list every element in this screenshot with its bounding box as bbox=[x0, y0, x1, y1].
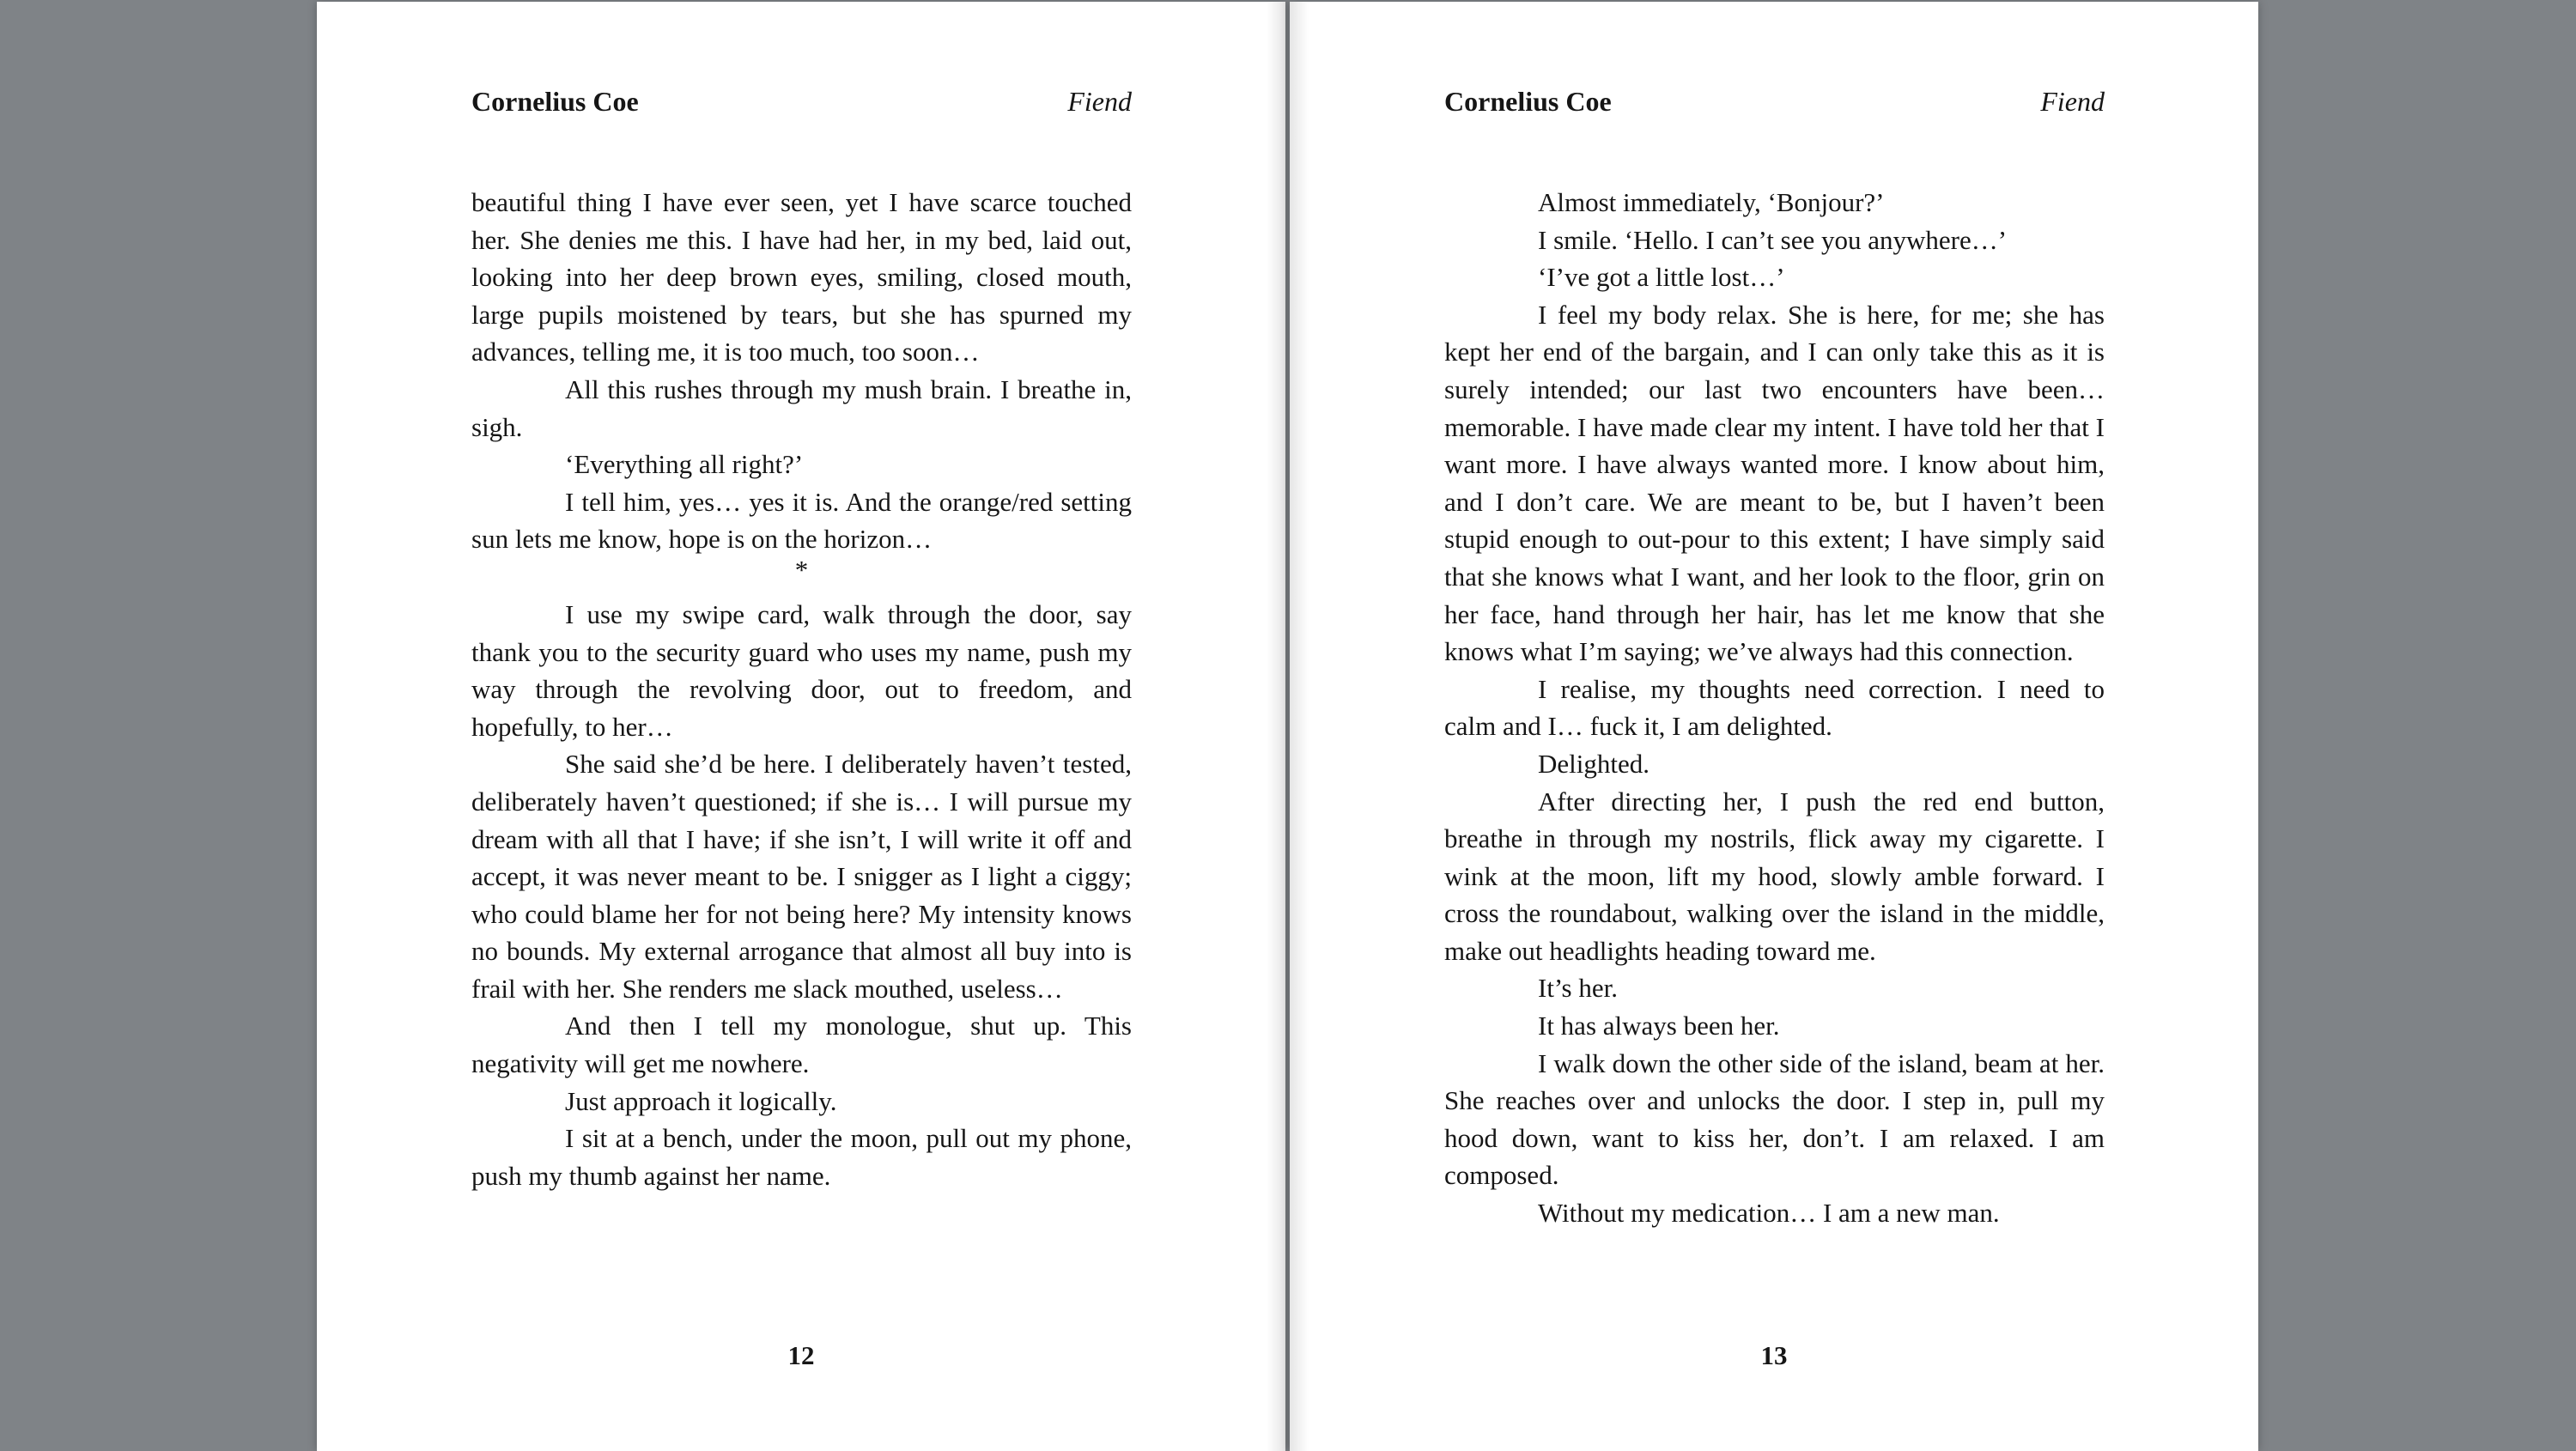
paragraph: After directing her, I push the red end button, breathe in through my nostrils, flick away my cigarette. I wink at the moon, lift my hood, slowly amble forward. I cross the roundabout, walking over the island in the middle, make out headlights heading toward me. bbox=[1444, 786, 2105, 966]
paragraph: And then I tell my monologue, shut up. This negativity will get me nowhere. bbox=[471, 1011, 1132, 1079]
paragraph: I smile. ‘Hello. I can’t see you anywhere…’ bbox=[1538, 224, 2008, 255]
spine-shadow bbox=[1267, 2, 1285, 1451]
paragraph: All this rushes through my mush brain. I breathe in, sigh. bbox=[471, 373, 1132, 442]
paragraph: Almost immediately, ‘Bonjour?’ bbox=[1538, 187, 1885, 217]
paragraph: beautiful thing I have ever seen, yet I have scarce touched her. She denies me this. I have had her, in my bed, laid out, looking into her deep brown eyes, smiling, closed mouth, large pupils moistened by tears, but she has spurned my advances, telling me, it is too much, too soon… bbox=[471, 187, 1132, 367]
paragraph: ‘I’ve got a little lost…’ bbox=[1538, 262, 1785, 293]
page-number: 12 bbox=[787, 1340, 815, 1370]
section-break: * bbox=[794, 554, 809, 585]
paragraph: Just approach it logically. bbox=[565, 1085, 837, 1116]
paragraph: I sit at a bench, under the moon, pull out my phone, push my thumb against her name. bbox=[471, 1123, 1132, 1191]
left-page bbox=[317, 2, 1285, 1451]
paragraph: It has always been her. bbox=[1538, 1011, 1780, 1041]
paragraph: I tell him, yes… yes it is. And the orange/red setting sun lets me know, hope is on the horizon… bbox=[471, 486, 1132, 555]
paragraph: ‘Everything all right?’ bbox=[565, 449, 804, 480]
spine-shadow bbox=[1290, 2, 1309, 1451]
paragraph: I feel my body relax. She is here, for me; she has kept her end of the bargain, and I can only take this as it is surely intended; our last two encounters have been… memorable. I have made clear my intent. I have told her that I want more. I have always wanted more. I know about him, and I don’t care. We are meant to be, but I haven’t been stupid enough to out-pour to this extent; I have simply said that she knows what I want, and her look to the floor, grin on her face, hand through her hair, has let me know that she knows what I’m saying; we’ve always had this connection. bbox=[1444, 299, 2105, 667]
header-book-title: Fiend bbox=[1067, 86, 1132, 117]
header-author: Cornelius Coe bbox=[1444, 86, 1612, 117]
header-author: Cornelius Coe bbox=[471, 86, 639, 117]
paragraph: Without my medication… I am a new man. bbox=[1538, 1198, 2000, 1229]
paragraph: I use my swipe card, walk through the door, say thank you to the security guard who uses my name, push my way through the revolving door, out to freedom, and hopefully, to her… bbox=[471, 598, 1132, 742]
paragraph: She said she’d be here. I deliberately haven’t tested, deliberately haven’t questioned; if she is… I will pursue my dream with all that I have; if she isn’t, I will write it off and accept, it was never meant to be. I snigger as I light a ciggy; who could blame her for not being here? My intensity knows no bounds. My external arrogance that almost all buy into is frail with her. She renders me slack mouthed, useless… bbox=[471, 749, 1132, 1004]
paragraph: I walk down the other side of the island, beam at her. She reaches over and unlocks the door. I step in, pull my hood down, want to kiss her, don’t. I am relaxed. I am composed. bbox=[1444, 1047, 2105, 1191]
page-body-text bbox=[1444, 184, 2105, 1232]
right-page bbox=[1290, 2, 2258, 1451]
running-header bbox=[1444, 82, 2105, 120]
paragraph: It’s her. bbox=[1538, 973, 1618, 1004]
running-header bbox=[471, 82, 1132, 120]
header-book-title: Fiend bbox=[2040, 86, 2105, 117]
paragraph: Delighted. bbox=[1538, 748, 1649, 779]
page-body-text bbox=[471, 184, 1132, 1194]
paragraph: I realise, my thoughts need correction. I need to calm and I… fuck it, I am delighted. bbox=[1444, 673, 2105, 742]
page-number: 13 bbox=[1760, 1340, 1788, 1370]
